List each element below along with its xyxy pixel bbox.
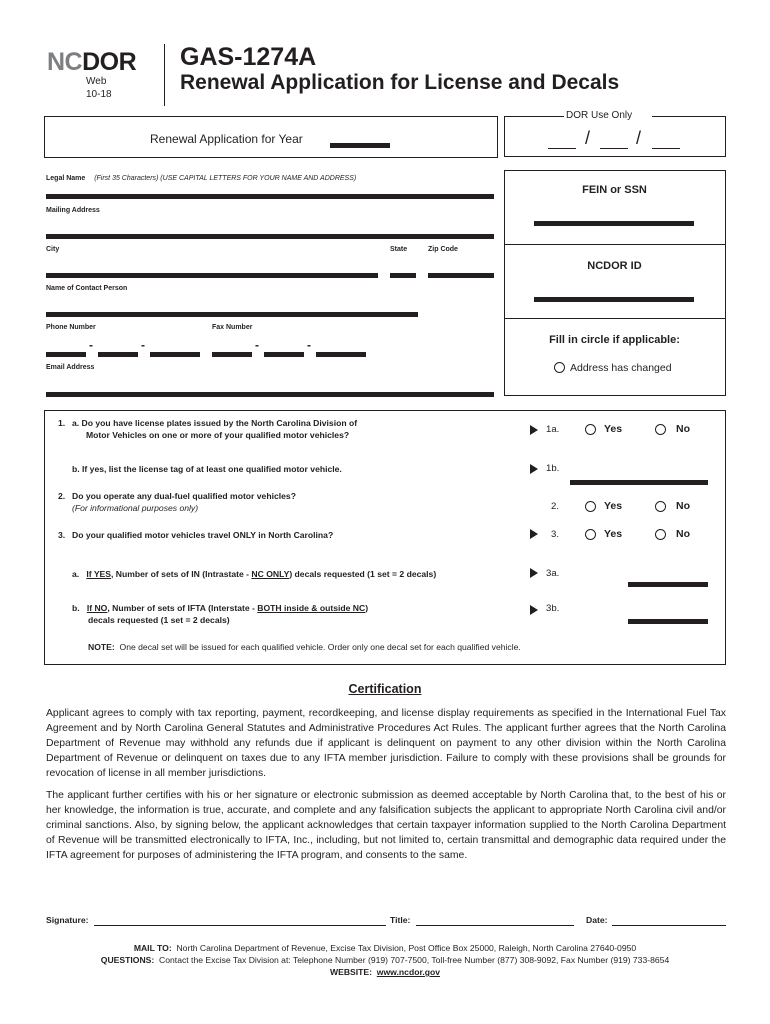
fax-area-field[interactable] bbox=[212, 346, 252, 357]
questions-line: QUESTIONS: Contact the Excise Tax Division at: Telephone Number (919) 707-7500, Toll-free Number (877) 308-9092, Fax Number (919) 733-8654 bbox=[100, 955, 670, 965]
renewal-year-label: Renewal Application for Year bbox=[150, 132, 303, 146]
certification-paragraph-2: The applicant further certifies with his or her signature or electronic submission as deemed acceptable by North Carolina that, to the best of his or her knowledge, the information is true, accurate, and complete and any falsification subjects the applicant to appropriate North Carolina civil and/or criminal sanctions. Also, by signing below, the applicant acknowledges that certain taxpayer information supplied to the North Carolina Department of Revenue will be transmitted electronically to IFTA, Inc., including, but not limited to, certain transmittal and demographic data required under the IFTA agreement for purposes of administering the IFTA program, and consents to the same. bbox=[46, 790, 726, 861]
q1-number: 1. bbox=[58, 418, 66, 428]
dor-box-top-left bbox=[504, 116, 564, 117]
zip-field[interactable] bbox=[428, 267, 494, 278]
q2-note: (For informational purposes only) bbox=[72, 503, 199, 513]
address-changed-radio[interactable] bbox=[554, 362, 565, 373]
mailing-address-field[interactable] bbox=[46, 228, 494, 239]
q2-yes-radio[interactable] bbox=[585, 501, 596, 512]
q3a-text: a. If YES, Number of sets of IN (Intrastate - NC ONLY) decals requested (1 set = 2 decals) bbox=[72, 569, 437, 579]
form-version: 10-18 bbox=[86, 89, 112, 100]
q1a-text-line2: Motor Vehicles on one or more of your qualified motor vehicles? bbox=[86, 430, 350, 440]
legal-name-field[interactable] bbox=[46, 188, 494, 199]
dor-date-slash-2: / bbox=[636, 128, 642, 148]
certification-title: Certification bbox=[348, 682, 422, 696]
q3b-arrow-icon bbox=[530, 605, 538, 615]
q3-yes-radio[interactable] bbox=[585, 529, 596, 540]
q3a-arrow-icon bbox=[530, 568, 538, 578]
title-label: Title: bbox=[390, 915, 411, 925]
email-field[interactable] bbox=[46, 386, 494, 397]
address-changed-label: Address has changed bbox=[570, 362, 672, 374]
phone-area-field[interactable] bbox=[46, 346, 86, 357]
web-label: Web bbox=[86, 76, 107, 87]
q2-yes-label: Yes bbox=[604, 500, 623, 512]
q1b-ref: 1b. bbox=[546, 463, 560, 474]
signature-field[interactable] bbox=[94, 925, 386, 926]
dor-date-month bbox=[548, 138, 576, 149]
zip-label: Zip Code bbox=[428, 246, 458, 253]
q1a-text-line1: a. Do you have license plates issued by the North Carolina Division of bbox=[72, 418, 358, 428]
q3b-ref: 3b. bbox=[546, 603, 560, 614]
q1a-yes-radio[interactable] bbox=[585, 424, 596, 435]
city-label: City bbox=[46, 246, 60, 253]
q3b-decal-sets-field[interactable] bbox=[628, 613, 708, 624]
date-field[interactable] bbox=[612, 925, 726, 926]
mailing-address-label: Mailing Address bbox=[46, 207, 100, 214]
fax-dash-1: - bbox=[255, 338, 259, 352]
q2-no-label: No bbox=[676, 500, 690, 512]
legal-name-label-row: Legal Name (First 35 Characters) (USE CAPITAL LETTERS FOR YOUR NAME AND ADDRESS) bbox=[46, 175, 357, 182]
note-text: NOTE: One decal set will be issued for each qualified vehicle. Order only one decal set for each qualified vehicle. bbox=[88, 642, 521, 652]
mail-to-line: MAIL TO: North Carolina Department of Revenue, Excise Tax Division, Post Office Box 25000, Raleigh, North Carolina 27640-0950 bbox=[133, 943, 637, 953]
taxpayer-id-divider-1 bbox=[504, 244, 725, 245]
signature-label: Signature: bbox=[46, 915, 89, 925]
state-label: State bbox=[390, 246, 408, 253]
q3-arrow-icon bbox=[530, 529, 538, 539]
fein-label: FEIN or SSN bbox=[582, 184, 647, 196]
q1a-no-label: No bbox=[676, 423, 690, 435]
q3-no-radio[interactable] bbox=[655, 529, 666, 540]
title-field[interactable] bbox=[416, 925, 574, 926]
dor-date-day bbox=[600, 138, 628, 149]
q3b-text-line1: b. If NO, Number of sets of IFTA (Interstate - BOTH inside & outside NC) bbox=[72, 603, 369, 613]
renewal-year-field[interactable] bbox=[330, 137, 390, 148]
ncdor-id-label: NCDOR ID bbox=[587, 260, 642, 272]
form-number: GAS-1274A bbox=[180, 43, 317, 71]
fax-dash-2: - bbox=[307, 338, 311, 352]
q3b-text-line2: decals requested (1 set = 2 decals) bbox=[88, 615, 230, 625]
phone-dash-1: - bbox=[89, 338, 93, 352]
certification-paragraph-1: Applicant agrees to comply with tax reporting, payment, recordkeeping, and license display requirements as specified in the International Fuel Tax Agreement and by North Carolina General Statutes and Administrative Procedures Act Rules. The applicant further agrees that the North Carolina Department of Revenue may withhold any refunds due if applicant is delinquent on payment to any other division within the North Carolina Department of Revenue or delinquent on taxes due to any IFTA member jurisdiction. Failure to comply with these provisions shall be grounds for revocation of license in all member jurisdictions. bbox=[46, 708, 726, 779]
header-divider bbox=[164, 44, 165, 106]
q2-text: Do you operate any dual-fuel qualified motor vehicles? bbox=[72, 491, 296, 501]
state-field[interactable] bbox=[390, 267, 416, 278]
q2-ref: 2. bbox=[551, 501, 560, 512]
q3-ref: 3. bbox=[551, 529, 560, 540]
dor-use-only-box bbox=[504, 116, 726, 157]
ncdor-id-field[interactable] bbox=[534, 291, 694, 302]
phone-dash-2: - bbox=[141, 338, 145, 352]
phone-prefix-field[interactable] bbox=[98, 346, 138, 357]
fill-circle-label: Fill in circle if applicable: bbox=[549, 334, 680, 346]
form-title: Renewal Application for License and Decals bbox=[180, 71, 620, 94]
email-label: Email Address bbox=[46, 364, 95, 371]
q2-number: 2. bbox=[58, 491, 66, 501]
fax-prefix-field[interactable] bbox=[264, 346, 304, 357]
q1a-ref: 1a. bbox=[546, 424, 560, 435]
fein-field[interactable] bbox=[534, 215, 694, 226]
ncdor-logo: NCDOR bbox=[47, 48, 137, 76]
city-field[interactable] bbox=[46, 267, 378, 278]
taxpayer-id-divider-2 bbox=[504, 318, 725, 319]
website-link[interactable]: www.ncdor.gov bbox=[376, 967, 440, 977]
dor-use-only-label: DOR Use Only bbox=[566, 110, 633, 121]
date-label: Date: bbox=[586, 915, 608, 925]
q3-yes-label: Yes bbox=[604, 528, 623, 540]
dor-box-top-right bbox=[652, 116, 725, 117]
contact-person-field[interactable] bbox=[46, 306, 418, 317]
contact-person-label: Name of Contact Person bbox=[46, 285, 128, 292]
q1a-arrow-icon bbox=[530, 425, 538, 435]
phone-label: Phone Number bbox=[46, 324, 96, 331]
dor-date-year bbox=[652, 138, 680, 149]
q3a-decal-sets-field[interactable] bbox=[628, 576, 708, 587]
q1a-no-radio[interactable] bbox=[655, 424, 666, 435]
q3-text: Do your qualified motor vehicles travel ONLY in North Carolina? bbox=[72, 530, 334, 540]
q3-number: 3. bbox=[58, 530, 66, 540]
q1b-license-tag-field[interactable] bbox=[570, 474, 708, 485]
q3a-ref: 3a. bbox=[546, 568, 560, 579]
q1a-yes-label: Yes bbox=[604, 423, 623, 435]
fax-label: Fax Number bbox=[212, 324, 253, 331]
fax-line-field[interactable] bbox=[316, 346, 366, 357]
website-line: WEBSITE: www.ncdor.gov bbox=[330, 967, 440, 977]
q2-no-radio[interactable] bbox=[655, 501, 666, 512]
q1b-arrow-icon bbox=[530, 464, 538, 474]
dor-date-slash-1: / bbox=[585, 128, 591, 148]
q1b-text: b. If yes, list the license tag of at least one qualified motor vehicle. bbox=[72, 464, 342, 474]
q3-no-label: No bbox=[676, 528, 690, 540]
phone-line-field[interactable] bbox=[150, 346, 200, 357]
